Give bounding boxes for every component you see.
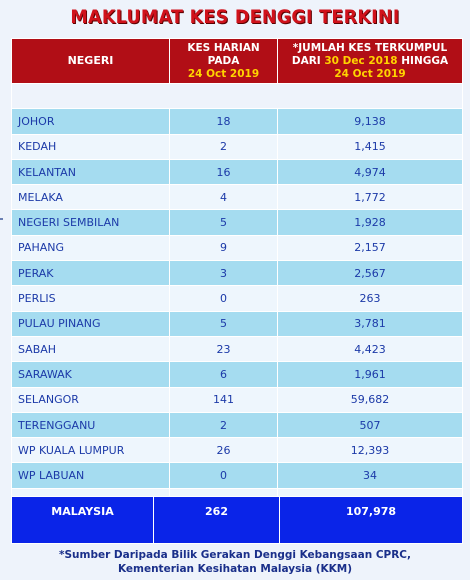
state-cell: MELAKA [12, 185, 170, 210]
header-date-to: 24 Oct 2019 [334, 67, 406, 80]
table-row [12, 336, 463, 361]
table-row [12, 387, 463, 412]
daily-cases-cell: 5 [170, 210, 278, 235]
cumulative-cases-cell: 1,415 [278, 134, 463, 159]
cumulative-cases-cell: 2,567 [278, 261, 463, 286]
table-row [12, 463, 463, 488]
daily-cases-cell: 4 [170, 185, 278, 210]
table-row [12, 134, 463, 159]
state-cell: KELANTAN [12, 159, 170, 184]
cumulative-cases-cell: 59,682 [278, 387, 463, 412]
state-cell: TERENGGANU [12, 412, 170, 437]
state-cell: WP LABUAN [12, 463, 170, 488]
table-row [12, 311, 463, 336]
daily-cases-cell: 0 [170, 286, 278, 311]
daily-cases-cell: 6 [170, 362, 278, 387]
table-header-row [12, 39, 463, 84]
table-row [12, 210, 463, 235]
cumulative-cases-cell: 1,772 [278, 185, 463, 210]
state-cell: PAHANG [12, 235, 170, 260]
cumulative-cases-cell: 2,157 [278, 235, 463, 260]
daily-cases-cell: 16 [170, 159, 278, 184]
daily-cases-cell: 141 [170, 387, 278, 412]
state-cell: NEGERI SEMBILAN [12, 210, 170, 235]
table-row [12, 261, 463, 286]
daily-cases-cell: 5 [170, 311, 278, 336]
header-daily-date: 24 Oct 2019 [187, 67, 260, 80]
header-date-from: 30 Dec 2018 [324, 54, 398, 67]
daily-cases-cell: 0 [170, 463, 278, 488]
daily-cases-cell: 9 [170, 235, 278, 260]
cumulative-cases-cell: 1,928 [278, 210, 463, 235]
total-cumulative: 107,978 [280, 497, 463, 544]
table-row [12, 438, 463, 463]
header-cumulative-cases: *JUMLAH KES TERKUMPUL DARI 30 Dec 2018 HINGGA 24 Oct 2019 [278, 39, 463, 84]
cumulative-cases-cell: 9,138 [278, 109, 463, 134]
daily-cases-cell: 2 [170, 412, 278, 437]
table-row [12, 185, 463, 210]
cumulative-cases-cell: 4,423 [278, 336, 463, 361]
header-daily-cases: KES HARIAN PADA 24 Oct 2019 [170, 39, 278, 84]
cumulative-cases-cell: 4,974 [278, 159, 463, 184]
state-cell: SARAWAK [12, 362, 170, 387]
state-cell: SELANGOR [12, 387, 170, 412]
table-row [12, 286, 463, 311]
table-row [12, 159, 463, 184]
state-cell: WP KUALA LUMPUR [12, 438, 170, 463]
source-footnote: *Sumber Daripada Bilik Gerakan Denggi Kebangsaan CPRC, Kementerian Kesihatan Malaysia (KKM) [58, 549, 412, 575]
state-cell: SABAH [12, 336, 170, 361]
table-row [12, 412, 463, 437]
cumulative-cases-cell: 3,781 [278, 311, 463, 336]
cumulative-cases-cell: 507 [278, 412, 463, 437]
state-cell: JOHOR [12, 109, 170, 134]
table-row [12, 109, 463, 134]
dengue-cases-table [11, 38, 463, 514]
header-state: NEGERI [12, 39, 170, 84]
cumulative-cases-cell: 263 [278, 286, 463, 311]
table-row [12, 362, 463, 387]
daily-cases-cell: 2 [170, 134, 278, 159]
state-cell: PERAK [12, 261, 170, 286]
total-label: MALAYSIA [12, 497, 154, 544]
state-cell: KEDAH [12, 134, 170, 159]
daily-cases-cell: 18 [170, 109, 278, 134]
table-row [12, 235, 463, 260]
page-title: MAKLUMAT KES DENGGI TERKINI [70, 6, 400, 28]
total-row [11, 496, 463, 544]
cumulative-cases-cell: 12,393 [278, 438, 463, 463]
daily-cases-cell: 23 [170, 336, 278, 361]
decorative-mark [0, 218, 3, 220]
daily-cases-cell: 3 [170, 261, 278, 286]
state-cell: PERLIS [12, 286, 170, 311]
total-daily: 262 [154, 497, 280, 544]
state-cell: PULAU PINANG [12, 311, 170, 336]
cumulative-cases-cell: 34 [278, 463, 463, 488]
daily-cases-cell: 26 [170, 438, 278, 463]
cumulative-cases-cell: 1,961 [278, 362, 463, 387]
